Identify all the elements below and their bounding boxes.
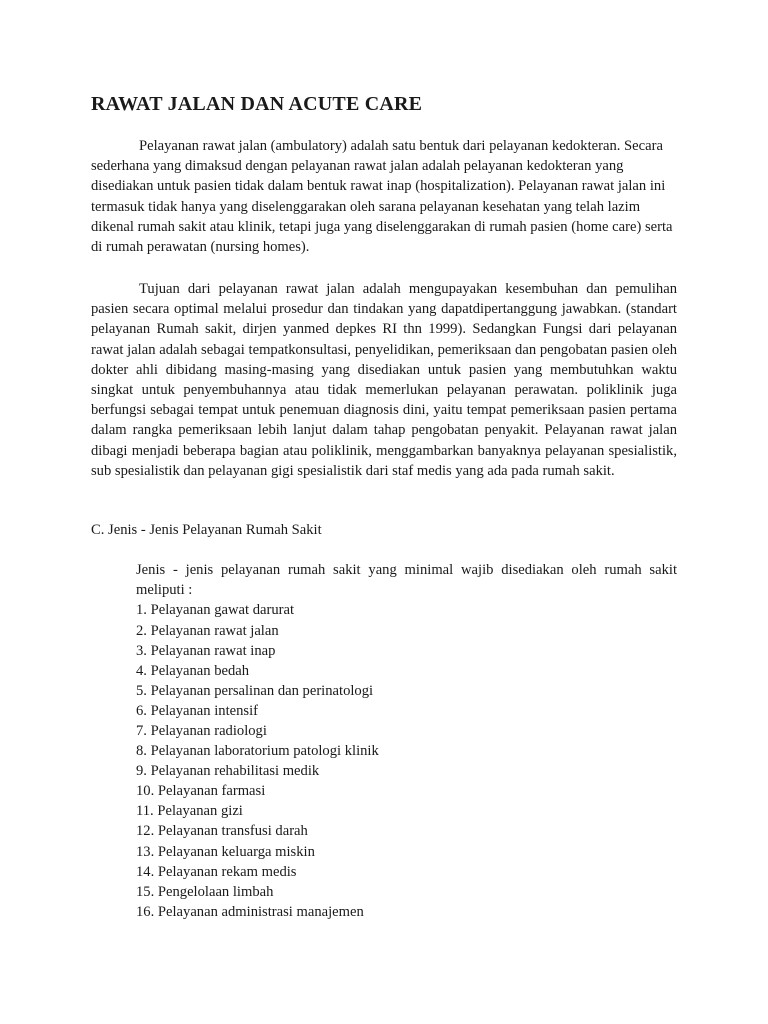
list-item: 16. Pelayanan administrasi manajemen: [136, 903, 364, 920]
paragraph-rawat-jalan-definition: Pelayanan rawat jalan (ambulatory) adalah satu bentuk dari pelayanan kedokteran. Secara sederhana yang dimaksud dengan pelayanan rawat jalan adalah pelayanan kedokteran yang disediakan untuk pasien tidak dalam bentuk rawat inap (hospitalization). Pelayanan rawat jalan ini termasuk tidak hanya yang diselenggarakan oleh sarana pelayanan kesehatan yang telah lazim dikenal rumah sakit atau klinik, tetapi juga yang diselenggarakan di rumah pasien (home care) serta di rumah perawatan (nursing homes).: [91, 138, 673, 256]
list-item: 9. Pelayanan rehabilitasi medik: [136, 763, 320, 780]
list-item: 15. Pengelolaan limbah: [136, 883, 274, 900]
list-item: 12. Pelayanan transfusi darah: [136, 823, 308, 840]
list-item: 14. Pelayanan rekam medis: [136, 863, 297, 880]
list-item: 11. Pelayanan gizi: [136, 803, 243, 820]
list-item: 10. Pelayanan farmasi: [136, 783, 266, 800]
services-list: [136, 600, 677, 922]
document-title: RAWAT JALAN DAN ACUTE CARE: [91, 93, 423, 115]
list-item: 13. Pelayanan keluarga miskin: [136, 843, 315, 860]
section-heading: C. Jenis - Jenis Pelayanan Rumah Sakit: [91, 522, 322, 538]
list-item: 2. Pelayanan rawat jalan: [136, 622, 279, 639]
list-item: 4. Pelayanan bedah: [136, 662, 250, 679]
list-item: 7. Pelayanan radiologi: [136, 722, 267, 739]
paragraph-rawat-jalan-purpose: Tujuan dari pelayanan rawat jalan adalah mengupayakan kesembuhan dan pemulihan pasien secara optimal melalui prosedur dan tindakan yang dapatdipertanggung jawabkan. (standart pelayanan Rumah sakit, dirjen yanmed depkes RI thn 1999). Sedangkan Fungsi dari pelayanan rawat jalan adalah sebagai tempatkonsultasi, penyelidikan, pemeriksaan dan pengobatan pasien oleh dokter ahli dibidang masing-masing yang disediakan untuk pasien yang membutuhkan waktu singkat untuk penyembuhannya atau tidak memerlukan pelayanan perawatan. poliklinik juga berfungsi sebagai tempat untuk penemuan diagnosis dini, yaitu tempat pemeriksaan pasien pertama dalam rangka pemeriksaan lebih lanjut dalam tahap pengobatan penyakit. Pelayanan rawat jalan dibagi menjadi beberapa bagian atau poliklinik, menggambarkan banyaknya pelayanan spesialistik, sub spesialistik dan pelayanan gigi spesialistik dari staf medis yang ada pada rumah sakit.: [91, 281, 677, 479]
services-block: [136, 560, 677, 922]
list-item: 1. Pelayanan gawat darurat: [136, 602, 295, 619]
list-item: 6. Pelayanan intensif: [136, 702, 258, 719]
list-item: 3. Pelayanan rawat inap: [136, 642, 276, 659]
services-intro: Jenis - jenis pelayanan rumah sakit yang minimal wajib disediakan oleh rumah sakit meliputi :: [136, 562, 677, 599]
list-item: 5. Pelayanan persalinan dan perinatologi: [136, 682, 374, 699]
list-item: 8. Pelayanan laboratorium patologi klinik: [136, 743, 379, 760]
